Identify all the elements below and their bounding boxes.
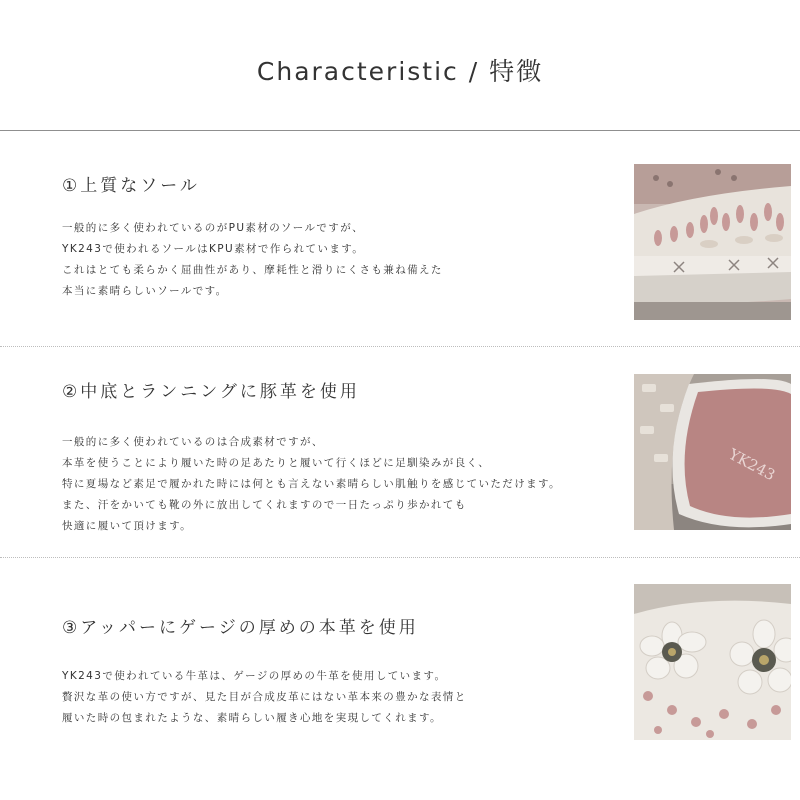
upper-photo-image <box>634 584 791 740</box>
section-2-body <box>62 432 561 537</box>
section-2-line: また、汗をかいても靴の外に放出してくれますので一日たっぷり歩かれても <box>62 499 467 511</box>
section-3-line: 履いた時の包まれたような、素晴らしい履き心地を実現してくれます。 <box>62 712 442 724</box>
section-3-body <box>62 666 467 729</box>
section-2-line: 快適に履いて頂けます。 <box>62 520 193 532</box>
section-divider <box>0 557 800 558</box>
page-title: Characteristic / 特徴 <box>256 57 544 86</box>
section-2-line: 本革を使うことにより履いた時の足あたりと履いて行くほどに足馴染みが良く、 <box>62 457 491 469</box>
section-3-line: YK243で使われている牛革は、ゲージの厚めの牛革を使用しています。 <box>62 670 447 682</box>
section-1-heading: ①上質なソール <box>62 176 200 196</box>
insole-photo <box>634 374 791 530</box>
section-2-heading: ②中底とランニングに豚革を使用 <box>62 382 360 402</box>
section-2-line: 特に夏場など素足で履かれた時には何とも言えない素晴らしい肌触りを感じていただけます。 <box>62 478 561 490</box>
upper-photo <box>634 584 791 740</box>
section-1-line: 本当に素晴らしいソールです。 <box>62 285 228 297</box>
sole-photo <box>634 164 791 320</box>
section-1-line: YK243で使われるソールはKPU素材で作られています。 <box>62 243 365 255</box>
insole-photo-image <box>634 374 791 530</box>
section-1-line: これはとても柔らかく屈曲性があり、摩耗性と滑りにくさも兼ね備えた <box>62 264 443 276</box>
section-divider <box>0 346 800 347</box>
title-divider <box>0 130 800 131</box>
sole-photo-image <box>634 164 791 320</box>
section-2-line: 一般的に多く使われているのは合成素材ですが、 <box>62 436 324 448</box>
section-3-line: 贅沢な革の使い方ですが、見た目が合成皮革にはない革本来の豊かな表情と <box>62 691 467 703</box>
section-1-line: 一般的に多く使われているのがPU素材のソールですが、 <box>62 222 364 234</box>
insole-logo: YK243 <box>725 445 779 485</box>
section-1-body <box>62 218 443 302</box>
section-3-heading: ③アッパーにゲージの厚めの本革を使用 <box>62 618 419 638</box>
